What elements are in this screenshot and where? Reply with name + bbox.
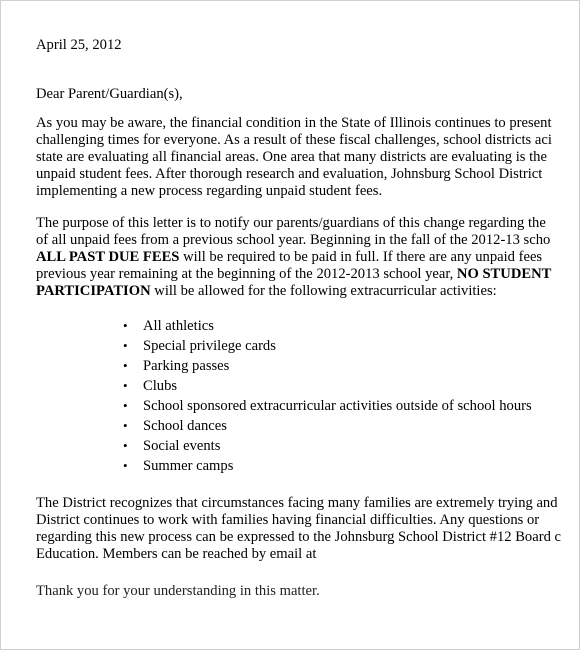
- paragraph-line: challenging times for everyone. As a result of these fiscal challenges, school districts aci: [36, 132, 552, 148]
- paragraph-financial-condition: [36, 115, 580, 200]
- list-item-text: School sponsored extracurricular activities outside of school hours: [143, 398, 532, 414]
- letter-body: [36, 37, 580, 600]
- list-item: [36, 356, 580, 376]
- paragraph-line: [36, 266, 580, 283]
- paragraph-line: of all unpaid fees from a previous school year. Beginning in the fall of the 2012-13 scho: [36, 232, 551, 248]
- list-item-text: Social events: [143, 438, 221, 454]
- paragraph-line: The purpose of this letter is to notify our parents/guardians of this change regarding the: [36, 215, 546, 231]
- bullet-icon: •: [123, 438, 128, 453]
- list-item: [36, 396, 580, 416]
- list-item-text: Clubs: [143, 378, 178, 394]
- spacer: [36, 54, 580, 86]
- bullet-icon: •: [123, 358, 128, 373]
- list-item: [36, 416, 580, 436]
- spacer: [36, 200, 580, 215]
- list-item: [36, 456, 580, 476]
- list-item-text: Parking passes: [143, 358, 230, 374]
- no-student-emphasis: NO STUDENT: [456, 266, 552, 282]
- paragraph-line: District continues to work with families having financial difficulties. Any questions or: [36, 512, 540, 528]
- list-item: [36, 336, 580, 356]
- spacer: [36, 563, 580, 583]
- spacer: [36, 103, 580, 115]
- paragraph-text: will be required to be paid in full. If there are any unpaid fees: [179, 249, 543, 265]
- list-item-text: School dances: [143, 418, 227, 434]
- bullet-icon: •: [123, 418, 128, 433]
- past-due-fees-emphasis: ALL PAST DUE FEES: [36, 249, 180, 265]
- spacer: [36, 476, 580, 495]
- letter-date: April 25, 2012: [36, 37, 122, 53]
- paragraph-line: [36, 249, 580, 266]
- bullet-icon: •: [123, 338, 128, 353]
- paragraph-text: will be allowed for the following extracurricular activities:: [150, 283, 497, 299]
- activities-list: [36, 316, 580, 476]
- paragraph-line: unpaid student fees. After thorough research and evaluation, Johnsburg School District: [36, 166, 543, 182]
- paragraph-line: As you may be aware, the financial condition in the State of Illinois continues to present: [36, 115, 552, 131]
- list-item-text: Special privilege cards: [143, 338, 276, 354]
- paragraph-text: previous year remaining at the beginning of the 2012-2013 school year,: [36, 266, 457, 282]
- paragraph-line: state are evaluating all financial areas. One area that many districts are evaluating is the: [36, 149, 547, 165]
- bullet-icon: •: [123, 398, 128, 413]
- participation-emphasis: PARTICIPATION: [36, 283, 151, 299]
- bullet-icon: •: [123, 378, 128, 393]
- list-item-text: Summer camps: [143, 458, 234, 474]
- paragraph-line: regarding this new process can be expressed to the Johnsburg School District #12 Board c: [36, 529, 561, 545]
- paragraph-line: [36, 283, 580, 300]
- list-item: [36, 436, 580, 456]
- paragraph-district-recognizes: [36, 495, 580, 563]
- closing-line: Thank you for your understanding in this matter.: [36, 583, 320, 599]
- salutation: Dear Parent/Guardian(s),: [36, 86, 183, 102]
- bullet-icon: •: [123, 458, 128, 473]
- paragraph-line: Education. Members can be reached by email at: [36, 546, 317, 562]
- list-item: [36, 316, 580, 336]
- bullet-icon: •: [123, 318, 128, 333]
- spacer: [36, 300, 580, 316]
- paragraph-line: The District recognizes that circumstances facing many families are extremely trying and: [36, 495, 558, 511]
- paragraph-line: implementing a new process regarding unpaid student fees.: [36, 183, 383, 199]
- paragraph-purpose: [36, 215, 580, 300]
- list-item: [36, 376, 580, 396]
- list-item-text: All athletics: [143, 318, 214, 334]
